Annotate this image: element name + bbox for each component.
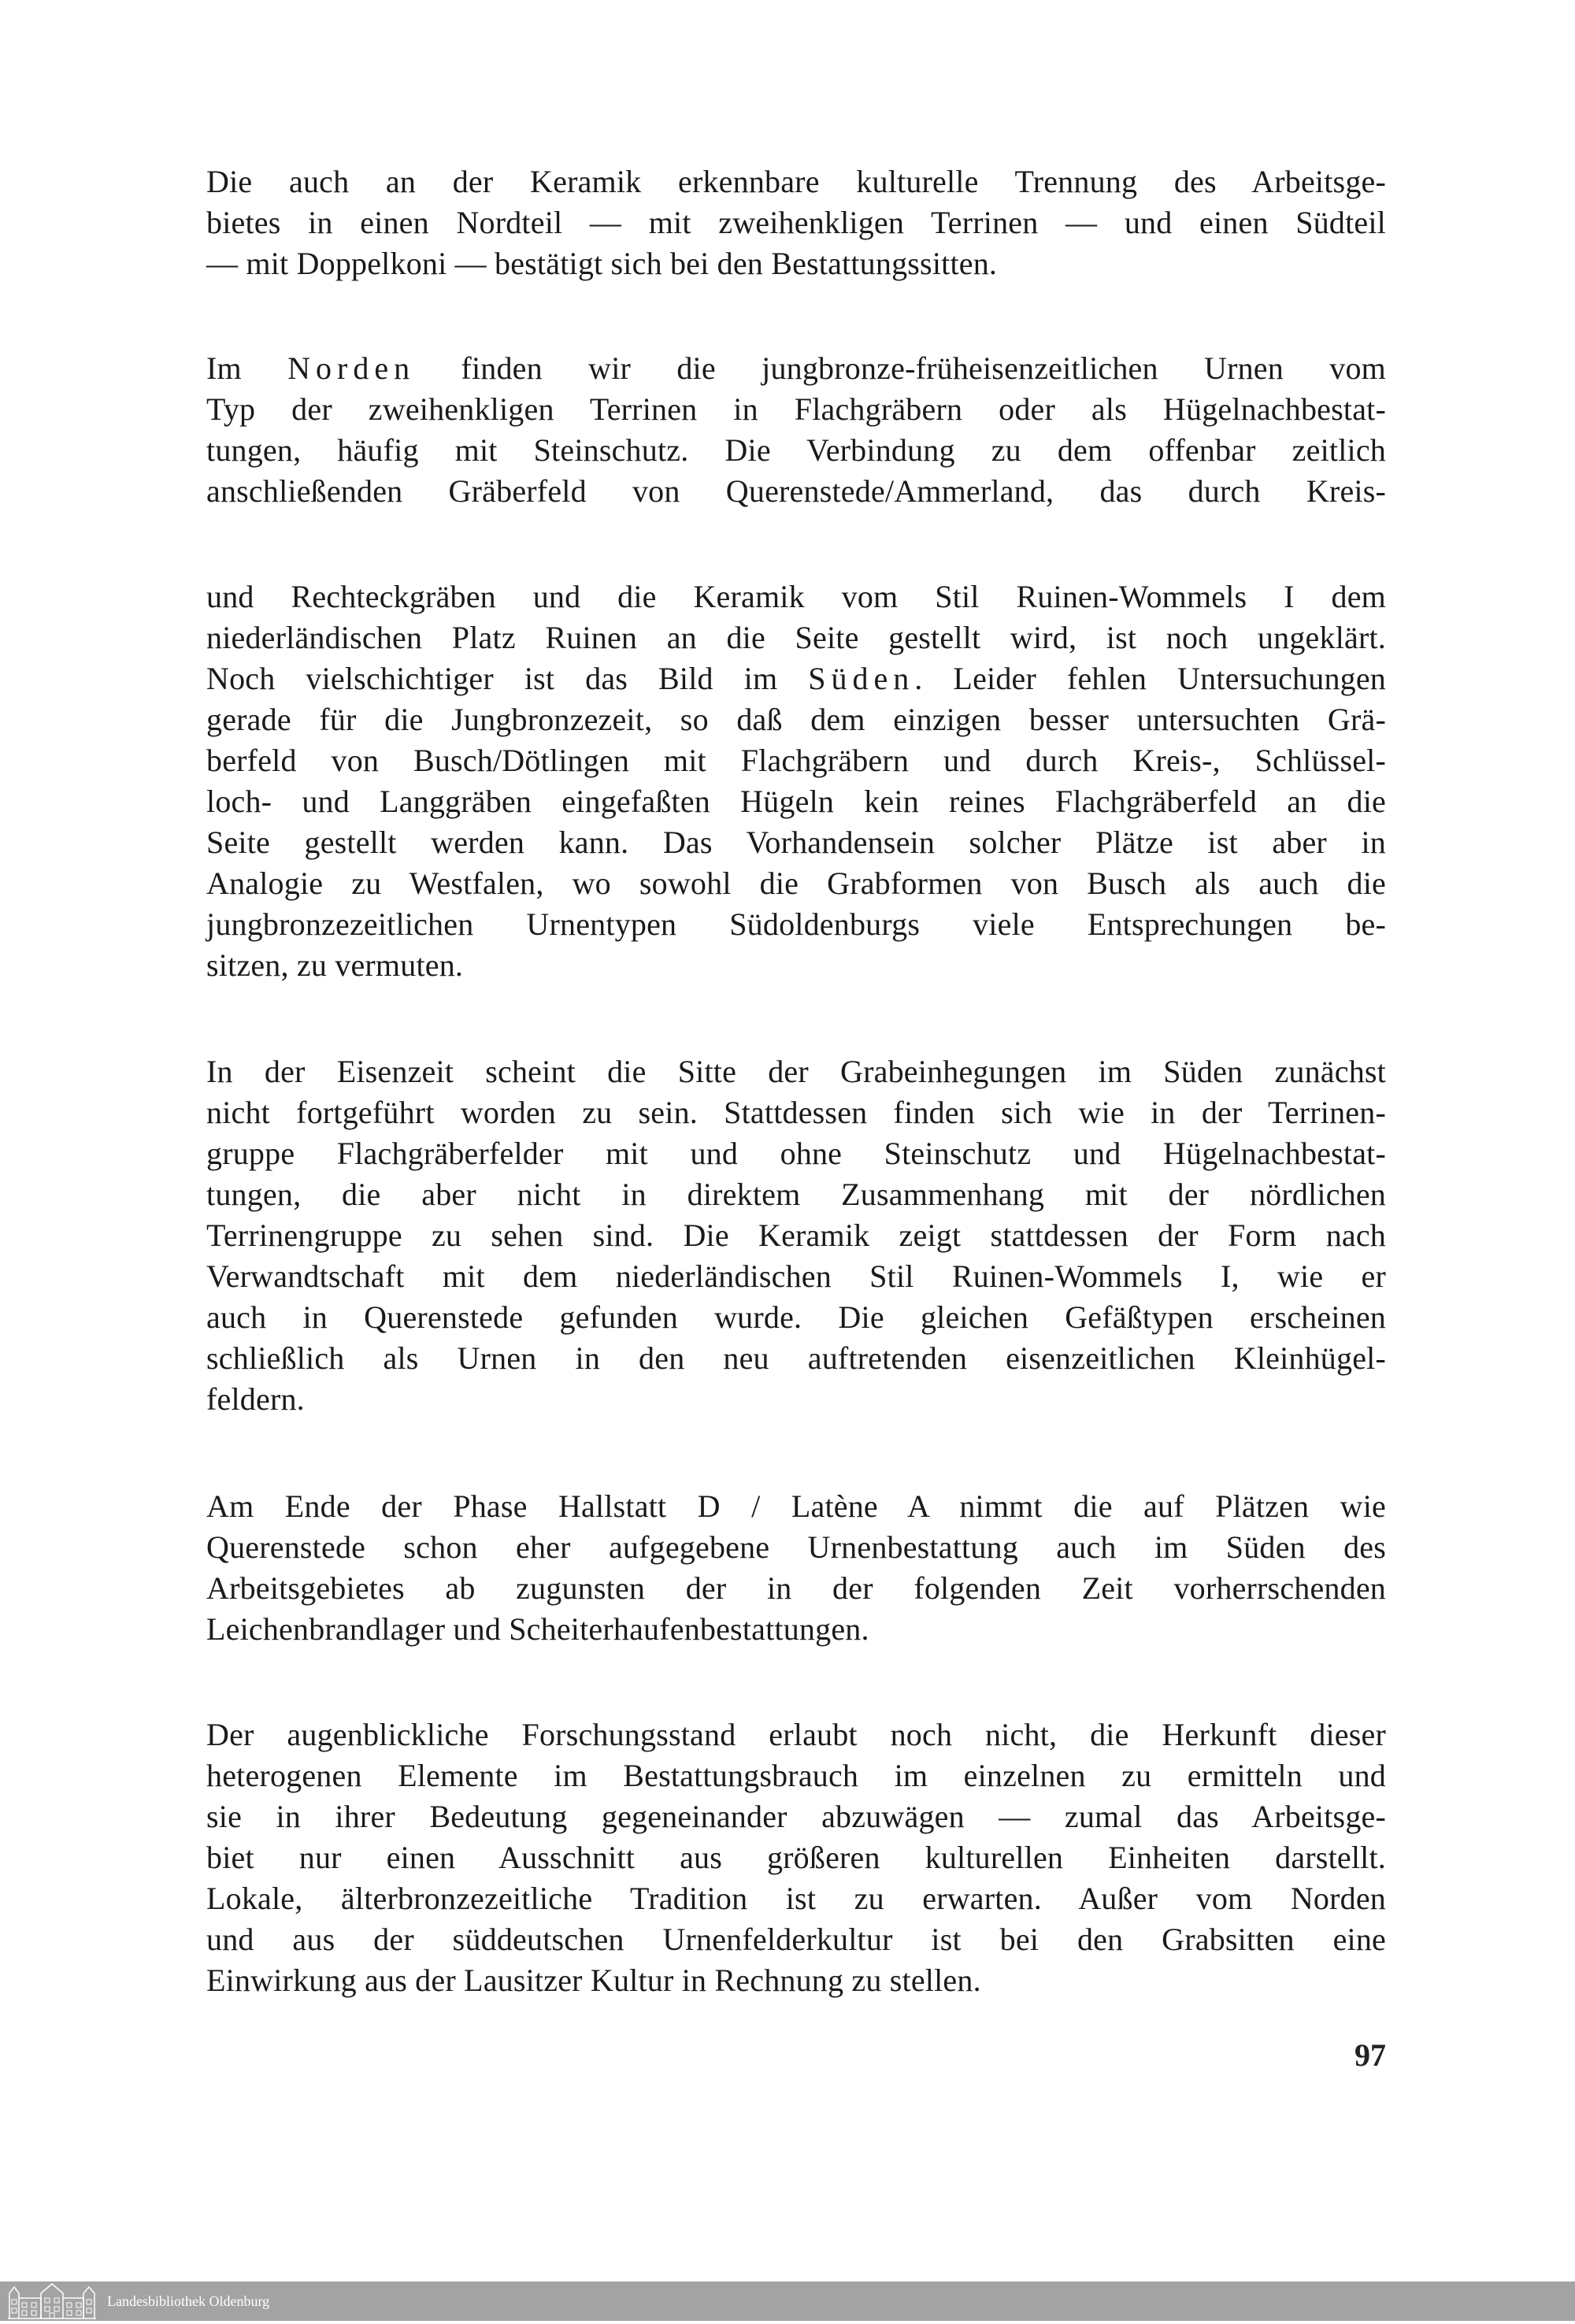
text-line: Der augenblickliche Forschungsstand erlaubt noch nicht, die Herkunft dieser [206,1717,1386,1752]
text-line: heterogenen Elemente im Bestattungsbrauch im einzelnen zu ermitteln und [206,1758,1386,1793]
text-line: tungen, häufig mit Steinschutz. Die Verbindung zu dem offenbar zeitlich [206,432,1386,468]
library-name: Landesbibliothek Oldenburg [107,2292,270,2309]
text-line: feldern. [206,1381,305,1417]
text-line: In der Eisenzeit scheint die Sitte der Grabeinhegungen im Süden zunächst [206,1054,1386,1089]
text-line: loch- und Langgräben eingefaßten Hügeln kein reines Flachgräberfeld an die [206,784,1386,819]
text-line: Leichenbrandlager und Scheiterhaufenbestattungen. [206,1611,869,1647]
text-line: sie in ihrer Bedeutung gegeneinander abzuwägen — zumal das Arbeitsge- [206,1799,1386,1834]
text-line: jungbronzezeitlichen Urnentypen Südoldenburgs viele Entsprechungen be- [206,906,1386,942]
text-line: und Rechteckgräben und die Keramik vom Stil Ruinen-Wommels I dem [206,579,1386,614]
page-number: 97 [1354,2037,1386,2073]
text-line-content: Im Norden finden wir die jungbronze-früheisenzeitlichen Urnen vom [206,350,1386,386]
text-line-sueden: Noch vielschichtiger ist das Bild im Süden. Leider fehlen Untersuchungen [206,661,1387,696]
text-line: tungen, die aber nicht in direktem Zusammenhang mit der nördlichen [206,1177,1386,1212]
text-line: gruppe Flachgräberfelder mit und ohne Steinschutz und Hügelnachbestat- [206,1136,1386,1171]
text-line: Typ der zweihenkligen Terrinen in Flachgräbern oder als Hügelnachbestat- [206,391,1386,427]
text-line: Seite gestellt werden kann. Das Vorhandensein solcher Plätze ist aber in [206,825,1386,860]
text-line: nicht fortgeführt worden zu sein. Stattdessen finden sich wie in der Terrinen- [206,1095,1386,1130]
text-line: sitzen, zu vermuten. [206,947,464,983]
footer-bar [0,2281,1575,2321]
text-line: Terrinengruppe zu sehen sind. Die Keramik zeigt stattdessen der Form nach [206,1218,1386,1253]
emphasized-word: Norden [287,350,416,386]
library-building-icon [6,2282,98,2320]
text-line: berfeld von Busch/Dötlingen mit Flachgräbern und durch Kreis-, Schlüssel- [206,743,1386,778]
text-line: auch in Querenstede gefunden wurde. Die gleichen Gefäßtypen erscheinen [206,1299,1386,1335]
text-line: gerade für die Jungbronzezeit, so daß dem einzigen besser untersuchten Grä- [206,702,1386,737]
text-line: Analogie zu Westfalen, wo sowohl die Grabformen von Busch als auch die [206,865,1386,901]
text-line: — mit Doppelkoni — bestätigt sich bei den Bestattungssitten. [206,246,998,281]
text-line: bietes in einen Nordteil — mit zweihenkligen Terrinen — und einen Südteil [206,205,1386,240]
text-line: anschließenden Gräberfeld von Querenstede/Ammerland, das durch Kreis- [206,473,1386,509]
text-line: Arbeitsgebietes ab zugunsten der in der folgenden Zeit vorherrschenden [206,1570,1386,1606]
emphasized-word: Süden [808,661,915,696]
text-line-norden [206,348,1386,389]
text-line: Verwandtschaft mit dem niederländischen Stil Ruinen-Wommels I, wie er [206,1258,1386,1294]
text-line: Einwirkung aus der Lausitzer Kultur in Rechnung zu stellen. [206,1963,981,1998]
text-line: Querenstede schon eher aufgegebene Urnenbestattung auch im Süden des [206,1529,1386,1565]
text-line: Die auch an der Keramik erkennbare kulturelle Trennung des Arbeitsge- [206,164,1386,199]
text-line: niederländischen Platz Ruinen an die Seite gestellt wird, ist noch ungeklärt. [206,620,1386,655]
text-line: schließlich als Urnen in den neu auftretenden eisenzeitlichen Kleinhügel- [206,1340,1386,1376]
text-line: Lokale, älterbronzezeitliche Tradition ist zu erwarten. Außer vom Norden [206,1881,1386,1916]
text-line: Am Ende der Phase Hallstatt D / Latène A nimmt die auf Plätzen wie [206,1488,1386,1524]
text-line: und aus der süddeutschen Urnenfelderkultur ist bei den Grabsitten eine [206,1922,1386,1957]
text-line: biet nur einen Ausschnitt aus größeren kulturellen Einheiten darstellt. [206,1840,1386,1875]
